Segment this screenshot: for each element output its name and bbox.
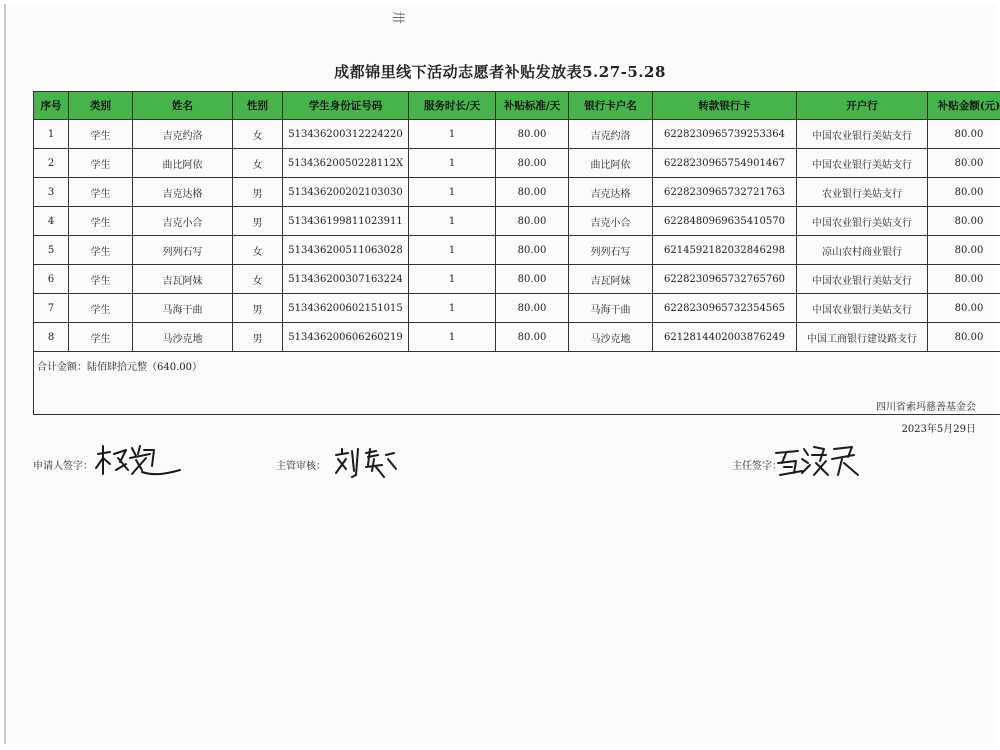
subsidy-table [33, 91, 1000, 415]
cell-account-name: 吉克达格 [569, 178, 653, 207]
cell-amount: 80.00 [928, 178, 1000, 207]
cell-amount: 80.00 [928, 120, 1000, 149]
cell-category: 学生 [69, 323, 133, 352]
cell-amount: 80.00 [928, 207, 1000, 236]
cell-service-days: 1 [409, 236, 496, 265]
cell-bank-branch: 中国农业银行美姑支行 [797, 120, 928, 149]
cell-daily-rate: 80.00 [496, 207, 569, 236]
cell-category: 学生 [69, 236, 133, 265]
col-header-amount: 补贴金额(元) [928, 92, 1000, 120]
cell-id-number: 513436200606260219 [283, 323, 409, 352]
margin-mark: 卅 [390, 10, 406, 25]
col-header-id-number: 学生身份证号码 [283, 92, 409, 120]
cell-service-days: 1 [409, 294, 496, 323]
cell-amount: 80.00 [928, 323, 1000, 352]
table-row [34, 178, 1000, 207]
cell-name: 马海干曲 [133, 294, 233, 323]
cell-service-days: 1 [409, 323, 496, 352]
cell-gender: 男 [233, 294, 283, 323]
cell-index: 7 [34, 294, 69, 323]
cell-index: 6 [34, 265, 69, 294]
cell-daily-rate: 80.00 [496, 178, 569, 207]
cell-index: 5 [34, 236, 69, 265]
cell-account-name: 吉克小合 [569, 207, 653, 236]
cell-bank-card: 6228230965732354565 [653, 294, 797, 323]
col-header-index: 序号 [34, 92, 69, 120]
cell-category: 学生 [69, 149, 133, 178]
cell-category: 学生 [69, 265, 133, 294]
cell-daily-rate: 80.00 [496, 323, 569, 352]
cell-service-days: 1 [409, 265, 496, 294]
cell-id-number: 513436200602151015 [283, 294, 409, 323]
cell-gender: 男 [233, 207, 283, 236]
col-header-name: 姓名 [133, 92, 233, 120]
supervisor-signature-label: 主管审核： [276, 461, 326, 472]
cell-gender: 女 [233, 236, 283, 265]
table-row [34, 323, 1000, 352]
document-date: 2023年5月29日 [901, 424, 976, 435]
cell-name: 吉克达格 [133, 178, 233, 207]
cell-bank-card: 6228230965732765760 [653, 265, 797, 294]
cell-name: 列列石写 [133, 236, 233, 265]
cell-id-number: 513436200202103030 [283, 178, 409, 207]
director-signature [772, 441, 862, 481]
cell-bank-branch: 中国农业银行美姑支行 [797, 149, 928, 178]
cell-name: 吉克约洛 [133, 120, 233, 149]
cell-bank-card: 6228230965754901467 [653, 149, 797, 178]
cell-service-days: 1 [409, 178, 496, 207]
cell-bank-card: 6212814402003876249 [653, 323, 797, 352]
cell-name: 吉克小合 [133, 207, 233, 236]
total-row [34, 352, 1000, 415]
cell-index: 8 [34, 323, 69, 352]
cell-account-name: 马沙克地 [569, 323, 653, 352]
cell-daily-rate: 80.00 [496, 265, 569, 294]
table-row [34, 265, 1000, 294]
cell-index: 1 [34, 120, 69, 149]
cell-amount: 80.00 [928, 149, 1000, 178]
cell-gender: 男 [233, 323, 283, 352]
cell-account-name: 列列石写 [569, 236, 653, 265]
cell-account-name: 吉克约洛 [569, 120, 653, 149]
cell-bank-branch: 凉山农村商业银行 [797, 236, 928, 265]
cell-amount: 80.00 [928, 294, 1000, 323]
table-row [34, 149, 1000, 178]
cell-bank-branch: 中国工商银行建设路支行 [797, 323, 928, 352]
cell-name: 马沙克地 [133, 323, 233, 352]
table-row [34, 120, 1000, 149]
document-title: 成都锦里线下活动志愿者补贴发放表5.27-5.28 [334, 63, 666, 81]
cell-id-number: 513436200307163224 [283, 265, 409, 294]
cell-category: 学生 [69, 178, 133, 207]
cell-account-name: 曲比阿依 [569, 149, 653, 178]
cell-name: 吉瓦阿妹 [133, 265, 233, 294]
cell-category: 学生 [69, 207, 133, 236]
cell-category: 学生 [69, 294, 133, 323]
col-header-category: 类别 [69, 92, 133, 120]
cell-daily-rate: 80.00 [496, 149, 569, 178]
director-signature-label: 主任签字： [732, 461, 782, 472]
table-row [34, 236, 1000, 265]
table-row [34, 207, 1000, 236]
cell-gender: 女 [233, 149, 283, 178]
table-row [34, 294, 1000, 323]
cell-index: 4 [34, 207, 69, 236]
cell-bank-branch: 农业银行美姑支行 [797, 178, 928, 207]
applicant-signature-label: 申请人签字： [33, 461, 93, 472]
cell-daily-rate: 80.00 [496, 120, 569, 149]
col-header-service-days: 服务时长/天 [409, 92, 496, 120]
cell-service-days: 1 [409, 149, 496, 178]
cell-id-number: 51343620050228112X [283, 149, 409, 178]
cell-service-days: 1 [409, 207, 496, 236]
col-header-bank-card: 转款银行卡 [653, 92, 797, 120]
cell-bank-branch: 中国农业银行美姑支行 [797, 265, 928, 294]
cell-id-number: 513436200312224220 [283, 120, 409, 149]
cell-amount: 80.00 [928, 236, 1000, 265]
cell-index: 3 [34, 178, 69, 207]
cell-bank-card: 6228230965732721763 [653, 178, 797, 207]
cell-category: 学生 [69, 120, 133, 149]
cell-bank-card: 6214592182032846298 [653, 236, 797, 265]
cell-gender: 女 [233, 265, 283, 294]
cell-gender: 女 [233, 120, 283, 149]
cell-bank-branch: 中国农业银行美姑支行 [797, 294, 928, 323]
cell-name: 曲比阿依 [133, 149, 233, 178]
cell-index: 2 [34, 149, 69, 178]
organization-name: 四川省索玛慈善基金会 [876, 402, 976, 413]
table-header-row [34, 92, 1000, 120]
cell-bank-card: 6228480969635410570 [653, 207, 797, 236]
cell-daily-rate: 80.00 [496, 236, 569, 265]
total-amount: 合计金额：陆佰肆拾元整（640.00） [34, 352, 1000, 415]
cell-daily-rate: 80.00 [496, 294, 569, 323]
col-header-daily-rate: 补贴标准/天 [496, 92, 569, 120]
cell-service-days: 1 [409, 120, 496, 149]
col-header-bank-branch: 开户行 [797, 92, 928, 120]
cell-gender: 男 [233, 178, 283, 207]
applicant-signature [92, 440, 184, 480]
cell-id-number: 513436200511063028 [283, 236, 409, 265]
cell-bank-card: 6228230965739253364 [653, 120, 797, 149]
cell-account-name: 吉瓦阿妹 [569, 265, 653, 294]
col-header-account-name: 银行卡户名 [569, 92, 653, 120]
supervisor-signature [330, 445, 400, 481]
cell-amount: 80.00 [928, 265, 1000, 294]
cell-bank-branch: 中国农业银行美姑支行 [797, 207, 928, 236]
cell-id-number: 513436199811023911 [283, 207, 409, 236]
cell-account-name: 马海干曲 [569, 294, 653, 323]
col-header-gender: 性别 [233, 92, 283, 120]
